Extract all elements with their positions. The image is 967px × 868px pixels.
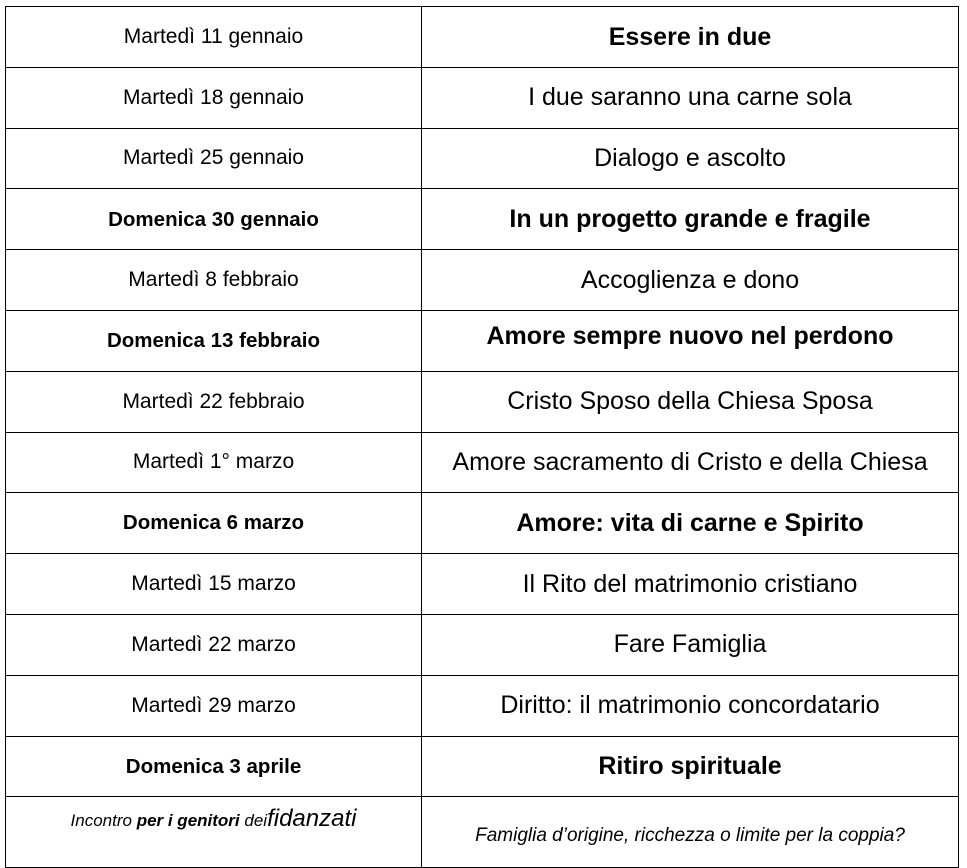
- row-topic: I due saranno una carne sola: [422, 67, 959, 128]
- table-row: [6, 493, 959, 554]
- row-topic: Fare Famiglia: [422, 614, 959, 675]
- table-row: [6, 371, 959, 432]
- row-date: Martedì 25 gennaio: [6, 128, 422, 189]
- table-row: [6, 310, 959, 371]
- row-date: Martedì 22 marzo: [6, 614, 422, 675]
- note-part-incontro: Incontro: [70, 811, 132, 831]
- row-date: Martedì 1° marzo: [6, 432, 422, 493]
- table-row: [6, 554, 959, 615]
- row-topic: Diritto: il matrimonio concordatario: [422, 675, 959, 736]
- table-row: [6, 675, 959, 736]
- table-row: [6, 189, 959, 250]
- row-date: Domenica 6 marzo: [6, 493, 422, 554]
- row-date: Martedì 29 marzo: [6, 675, 422, 736]
- table-row-parents: [6, 797, 959, 868]
- row-topic: Essere in due: [422, 7, 959, 68]
- row-date: Domenica 30 gennaio: [6, 189, 422, 250]
- row-topic: Amore: vita di carne e Spirito: [422, 493, 959, 554]
- row-topic-text: Amore sempre nuovo nel perdono: [486, 321, 894, 350]
- table-row: [6, 614, 959, 675]
- row-topic: Il Rito del matrimonio cristiano: [422, 554, 959, 615]
- row-date: Domenica 3 aprile: [6, 736, 422, 797]
- row-topic: Amore sacramento di Cristo e della Chiesa: [422, 432, 959, 493]
- row-date: Martedì 18 gennaio: [6, 67, 422, 128]
- row-date: Martedì 8 febbraio: [6, 250, 422, 311]
- row-date: Martedì 11 gennaio: [6, 7, 422, 68]
- row-topic: Dialogo e ascolto: [422, 128, 959, 189]
- row-date: Martedì 22 febbraio: [6, 371, 422, 432]
- table-row: [6, 250, 959, 311]
- row-date-parents: [6, 797, 422, 868]
- table-row: [6, 128, 959, 189]
- note-part-fidanzati: fidanzati: [267, 805, 357, 833]
- row-topic: In un progetto grande e fragile: [422, 189, 959, 250]
- row-topic: Accoglienza e dono: [422, 250, 959, 311]
- row-topic: [422, 310, 959, 371]
- table-row: [6, 7, 959, 68]
- schedule-body: [6, 7, 959, 868]
- table-row: [6, 432, 959, 493]
- row-topic: Ritiro spirituale: [422, 736, 959, 797]
- table-row: [6, 67, 959, 128]
- row-topic: Cristo Sposo della Chiesa Sposa: [422, 371, 959, 432]
- table-row: [6, 736, 959, 797]
- row-date: Martedì 15 marzo: [6, 554, 422, 615]
- row-date: Domenica 13 febbraio: [6, 310, 422, 371]
- row-topic-parents: Famiglia d’origine, ricchezza o limite per la coppia?: [422, 797, 959, 868]
- schedule-table: [5, 6, 959, 868]
- note-part-genitori: per i genitori: [136, 811, 240, 831]
- note-part-dei: dei: [244, 811, 268, 831]
